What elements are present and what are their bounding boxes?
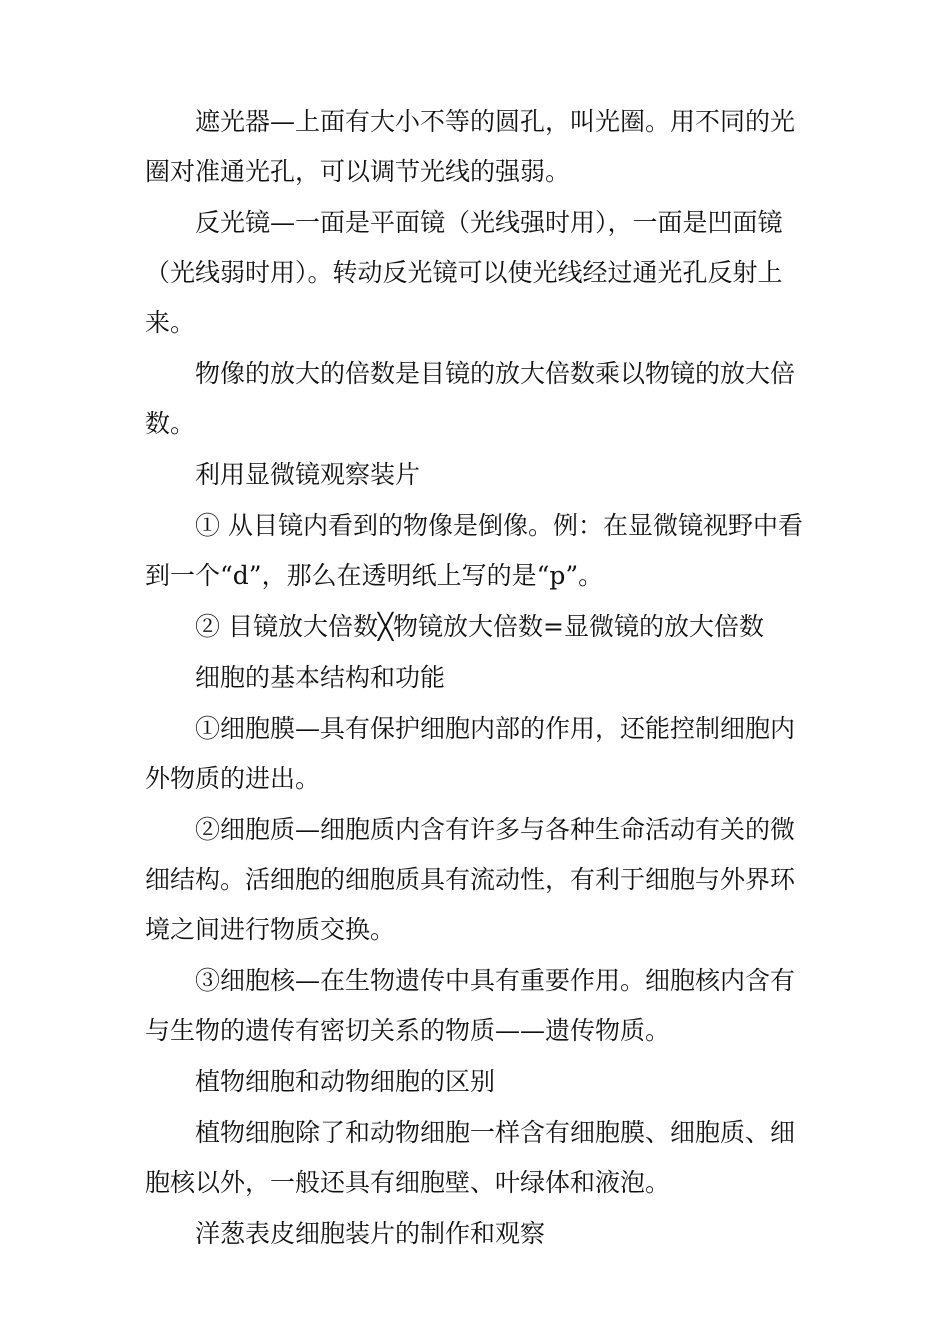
list-item-cytoplasm: ②细胞质—细胞质内含有许多与各种生命活动有关的微细结构。活细胞的细胞质具有流动性，有利于细胞与外界环境之间进行物质交换。 [145, 815, 796, 944]
list-item-nucleus: ③细胞核—在生物遗传中具有重要作用。细胞核内含有与生物的遗传有密切关系的物质——遗传物质。 [145, 966, 796, 1045]
document-body [145, 97, 810, 1259]
heading-observe-slide: 利用显微镜观察装片 [195, 460, 421, 489]
heading-cell-structure: 细胞的基本结构和功能 [195, 663, 446, 692]
paragraph-plant-cell: 植物细胞除了和动物细胞一样含有细胞膜、细胞质、细胞核以外，一般还具有细胞壁、叶绿体和液泡。 [145, 1118, 796, 1197]
paragraph-magnification: 物像的放大的倍数是目镜的放大倍数乘以物镜的放大倍数。 [145, 359, 796, 438]
heading-plant-animal-difference: 植物细胞和动物细胞的区别 [195, 1067, 496, 1096]
list-item-cell-membrane: ①细胞膜—具有保护细胞内部的作用，还能控制细胞内外物质的进出。 [145, 714, 796, 793]
paragraph-diaphragm: 遮光器—上面有大小不等的圆孔，叫光圈。用不同的光圈对准通光孔，可以调节光线的强弱。 [145, 107, 796, 186]
heading-onion-slide: 洋葱表皮细胞装片的制作和观察 [195, 1219, 546, 1248]
list-item-inverted-image: ① 从目镜内看到的物像是倒像。例：在显微镜视野中看到一个“d”，那么在透明纸上写的是“p”。 [145, 511, 803, 590]
paragraph-mirror: 反光镜—一面是平面镜（光线强时用），一面是凹面镜（光线弱时用）。转动反光镜可以使光线经过通光孔反射上来。 [145, 208, 783, 337]
list-item-magnification-formula: ② 目镜放大倍数╳物镜放大倍数=显微镜的放大倍数 [195, 612, 764, 641]
